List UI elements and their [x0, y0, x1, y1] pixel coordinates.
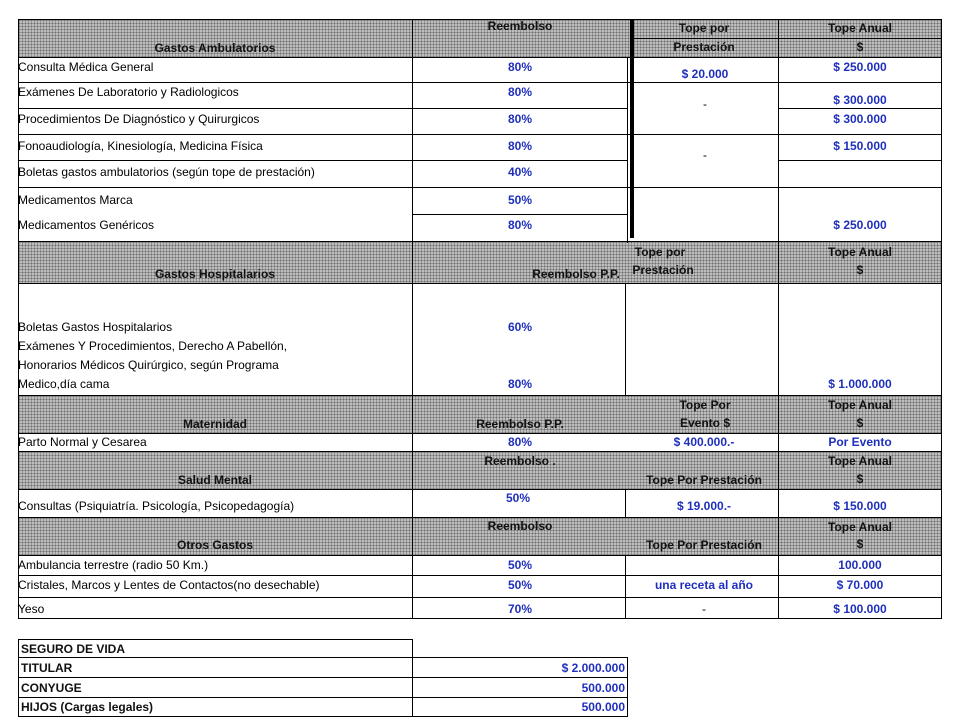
row-reimb: 50%: [507, 558, 533, 572]
hospital-row1-reimb: 60%: [507, 320, 533, 334]
row-annual: $ 70.000: [836, 578, 884, 592]
other-header-annual-1: Tope Anual: [828, 520, 892, 534]
life-row-value: 500.000: [581, 681, 625, 695]
ambulatory-header-reimb: Reembolso: [487, 19, 553, 33]
row-reimb: 50%: [507, 193, 533, 207]
maternity-header-annual-2: $: [856, 416, 864, 430]
maternity-header-reimb: Reembolso P.P.: [476, 417, 564, 431]
mental-header-annual-1: Tope Anual: [828, 454, 892, 468]
hospital-header-annual-1: Tope Anual: [828, 245, 892, 259]
row-tope: -: [702, 602, 706, 616]
ambulatory-header-annual-1: Tope Anual: [828, 21, 892, 35]
row-label: Consultas (Psiquiatría. Psicología, Psicopedagogía): [18, 499, 295, 513]
other-header-title: Otros Gastos: [176, 538, 254, 552]
mental-header-tope: Tope Por Prestación: [646, 473, 762, 487]
row-label: Exámenes De Laboratorio y Radiologicos: [18, 85, 239, 99]
row-label: Cristales, Marcos y Lentes de Contactos(no desechable): [18, 578, 320, 592]
row-label: Yeso: [18, 602, 45, 616]
row-annual: $ 300.000: [833, 93, 887, 107]
row-label: Boletas gastos ambulatorios (según tope de prestación): [18, 165, 315, 179]
row-tope: una receta al año: [654, 578, 754, 592]
row-reimb: 80%: [507, 85, 533, 99]
row-annual: Por Evento: [828, 435, 892, 449]
row-reimb: 80%: [507, 60, 533, 74]
hospital-header-reimb: Reembolso P.P.: [532, 267, 620, 281]
row-reimb: 80%: [507, 139, 533, 153]
hospital-annual: $ 1.000.000: [828, 377, 892, 391]
mental-header-annual-2: $: [856, 472, 864, 486]
maternity-header-annual-1: Tope Anual: [828, 398, 892, 412]
row-tope: $ 20.000: [681, 67, 729, 81]
row-reimb: 70%: [507, 602, 533, 616]
row-tope: -: [703, 97, 707, 111]
ambulatory-header-tope-2: Prestación: [673, 40, 735, 54]
row-reimb: 40%: [507, 165, 533, 179]
hospital-row2-line2: Honorarios Médicos Quirúrgico, según Programa: [18, 358, 279, 372]
row-reimb: 50%: [507, 578, 533, 592]
row-annual: 100.000: [838, 558, 882, 572]
mental-header-reimb: Reembolso .: [484, 454, 556, 468]
maternity-header-tope-2: Evento $: [679, 416, 731, 430]
row-reimb: 50%: [505, 491, 531, 505]
maternity-header-tope-1: Tope Por: [679, 398, 731, 412]
mental-header-title: Salud Mental: [177, 473, 253, 487]
row-tope: $ 400.000.-: [673, 435, 735, 449]
row-tope: $ 19.000.-: [676, 499, 732, 513]
ambulatory-header-annual-2: $: [856, 40, 864, 54]
row-label: Medicamentos Genéricos: [18, 218, 155, 232]
row-annual: $ 100.000: [833, 602, 887, 616]
other-header-annual-2: $: [856, 537, 864, 551]
maternity-header-title: Maternidad: [182, 417, 248, 431]
other-header-tope: Tope Por Prestación: [646, 538, 762, 552]
other-header-reimb: Reembolso: [487, 519, 553, 533]
row-tope: -: [703, 148, 707, 162]
ambulatory-header-tope-1: Tope por: [678, 21, 730, 35]
hospital-row1-label: Boletas Gastos Hospitalarios: [18, 320, 173, 334]
life-row-label: TITULAR: [21, 661, 73, 675]
other-header-bg: [18, 517, 942, 555]
hospital-row2-line1: Exámenes Y Procedimientos, Derecho A Pabellón,: [18, 339, 288, 353]
hospital-row2-reimb: 80%: [507, 377, 533, 391]
life-row-value: 500.000: [581, 700, 625, 714]
life-row-value: $ 2.000.000: [561, 661, 625, 675]
thick-divider: [630, 19, 634, 238]
mental-header-bg: [18, 451, 942, 489]
row-reimb: 80%: [507, 435, 533, 449]
life-title: SEGURO DE VIDA: [21, 642, 126, 656]
row-annual: $ 150.000: [833, 139, 887, 153]
hospital-header-annual-2: $: [856, 263, 864, 277]
hospital-header-tope-1: Tope por: [634, 245, 686, 259]
row-label: Procedimientos De Diagnóstico y Quirurgicos: [18, 112, 260, 126]
hospital-header-tope-2: Prestación: [632, 263, 694, 277]
hospital-header-title: Gastos Hospitalarios: [154, 267, 276, 281]
row-label: Ambulancia terrestre (radio 50 Km.): [18, 558, 209, 572]
row-label: Fonoaudiología, Kinesiología, Medicina Física: [18, 139, 263, 153]
row-annual: $ 250.000: [833, 218, 887, 232]
row-annual: $ 250.000: [833, 60, 887, 74]
hospital-row2-line3: Medico,día cama: [18, 377, 110, 391]
life-row-label: HIJOS (Cargas legales): [21, 700, 154, 714]
row-annual: $ 300.000: [833, 112, 887, 126]
row-label: Consulta Médica General: [18, 60, 154, 74]
row-label: Parto Normal y Cesarea: [18, 435, 147, 449]
row-reimb: 80%: [507, 112, 533, 126]
ambulatory-header-title: Gastos Ambulatorios: [154, 41, 276, 55]
row-reimb: 80%: [507, 218, 533, 232]
row-label: Medicamentos Marca: [18, 193, 133, 207]
row-annual: $ 150.000: [833, 499, 887, 513]
life-row-label: CONYUGE: [21, 681, 82, 695]
